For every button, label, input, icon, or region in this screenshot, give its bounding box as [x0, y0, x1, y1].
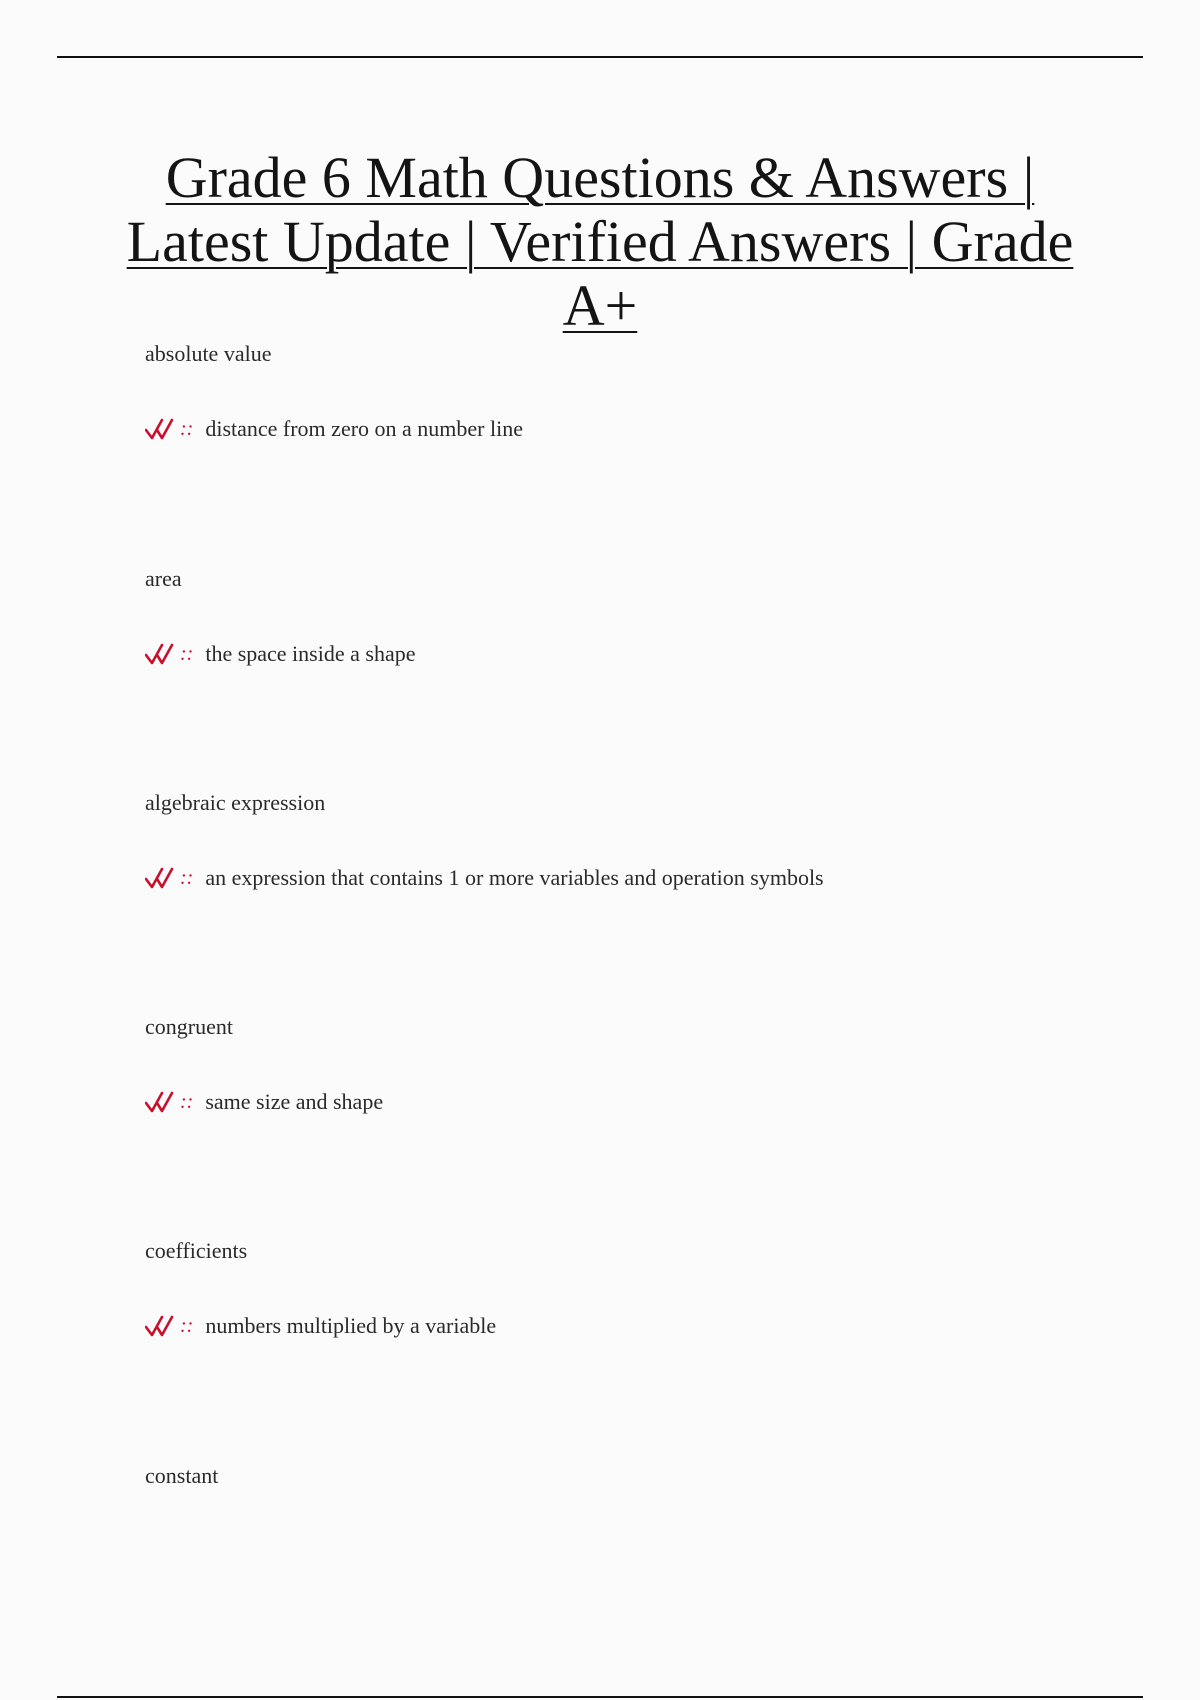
- answer-marker-colons: ::: [180, 1315, 194, 1337]
- top-rule: [57, 56, 1143, 58]
- answer-marker-colons: ::: [180, 418, 194, 440]
- double-check-icon: [145, 641, 193, 667]
- answer-marker-colons: ::: [180, 643, 194, 665]
- double-check-icon: [145, 865, 193, 891]
- qa-item-coefficients: [145, 1238, 1105, 1463]
- term-label: area: [145, 566, 182, 591]
- answer-line: [145, 865, 824, 891]
- answer-marker-colons: ::: [180, 867, 194, 889]
- answer-line: [145, 416, 523, 442]
- double-check-icon: [145, 416, 193, 442]
- answer-line: [145, 641, 415, 667]
- answer-text: the space inside a shape: [205, 641, 416, 666]
- answer-text: numbers multiplied by a variable: [205, 1313, 497, 1338]
- bottom-rule: [57, 1696, 1143, 1698]
- qa-item-absolute-value: [145, 341, 1105, 566]
- term-label: algebraic expression: [145, 790, 326, 815]
- answer-text: distance from zero on a number line: [205, 416, 523, 441]
- term-label: absolute value: [145, 341, 272, 366]
- term-label: constant: [145, 1463, 219, 1488]
- answer-line: [145, 1313, 496, 1339]
- term-label: coefficients: [145, 1238, 248, 1263]
- answer-text: same size and shape: [205, 1089, 384, 1114]
- qa-item-constant: [145, 1463, 1105, 1688]
- term-label: congruent: [145, 1014, 233, 1039]
- double-check-icon: [145, 1313, 193, 1339]
- document-title: Grade 6 Math Questions & Answers | Latest Update | Verified Answers | Grade A+: [126, 145, 1074, 338]
- answer-line: [145, 1089, 383, 1115]
- qa-item-area: [145, 566, 1105, 791]
- qa-item-congruent: [145, 1014, 1105, 1239]
- qa-item-algebraic-expression: [145, 790, 1105, 1015]
- answer-marker-colons: ::: [180, 1091, 194, 1113]
- double-check-icon: [145, 1089, 193, 1115]
- answer-text: an expression that contains 1 or more variables and operation symbols: [205, 865, 824, 890]
